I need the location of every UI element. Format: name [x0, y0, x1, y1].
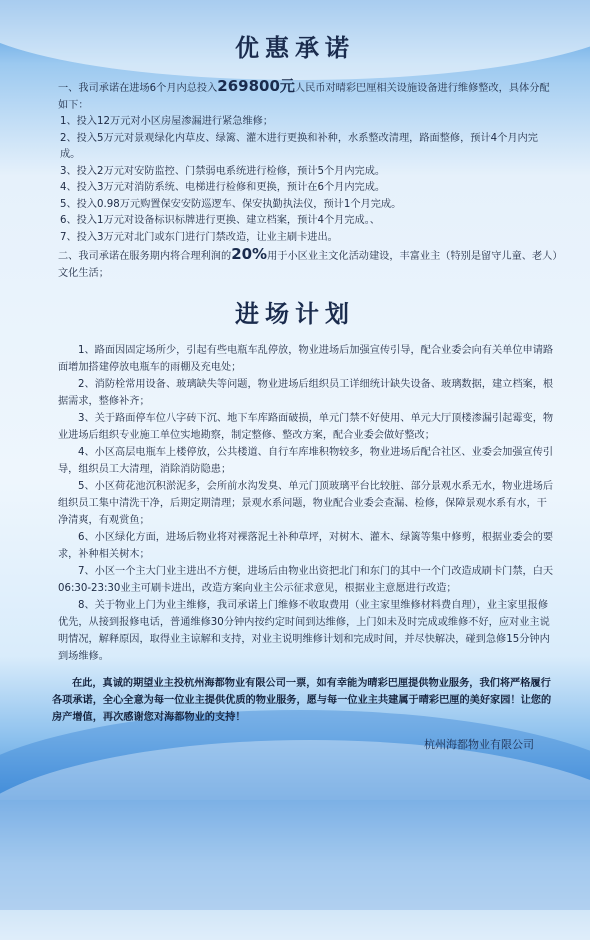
promise-2-suffix: 用于小区业主文化活动建设，丰富业主（特别是留守儿童、老人）文化生活；	[58, 251, 558, 279]
promise-1-suffix: 人民币对晴彩巴厘相关设施设备进行维修整改，具体分配如下：	[58, 83, 550, 111]
promise-1-amount: 269800元	[217, 77, 295, 95]
plan-item: 4、小区高层电瓶车上楼停放，公共楼道、自行车库堆积物较多，物业进场后配合社区、业委会加强宣传引导，组织员工大清理，消除消防隐患；	[58, 447, 554, 475]
plan-item: 7、小区一个主大门业主进出不方便，进场后由物业出资把北门和东门的其中一个门改造成刷卡门禁，白天06:30-23:30业主可刷卡进出，改造方案向业主公示征求意见，根据业主意愿进行改造；	[58, 566, 554, 594]
promise-2	[58, 246, 558, 282]
promise-item: 5、投入0.98万元购置保安安防巡逻车、保安执勤执法仪，预计1个月完成。	[60, 198, 402, 210]
closing-statement: 在此，真诚的期望业主投杭州海都物业有限公司一票，如有幸能为晴彩巴厘提供物业服务，我们将严格履行各项承诺，全心全意为每一位业主提供优质的物业服务，愿与每一位业主共建属于晴彩巴厘的美好家园！让您的房产增值，再次感谢您对海都物业的支持！	[52, 678, 552, 723]
plan-item: 2、消防栓常用设备、玻璃缺失等问题，物业进场后组织员工详细统计缺失设备、玻璃数据，建立档案，根据需求，整修补齐；	[58, 379, 554, 407]
promise-2-percent: 20%	[231, 245, 268, 263]
plan-item: 5、小区荷花池沉积淤泥多，会所前水沟发臭、单元门顶玻璃平台比较脏、部分景观水系无水，物业进场后组织员工集中清洗干净，后期定期清理；景观水系问题，物业配合业委会查漏、检修，保障景观水系有水，干净清爽，有观赏鱼；	[58, 481, 554, 526]
promise-item: 7、投入3万元对北门或东门进行门禁改造，让业主刷卡进出。	[60, 231, 338, 243]
plan-item: 1、路面因固定场所少，引起有些电瓶车乱停放，物业进场后加强宣传引导，配合业委会向有关单位申请路面增加搭建停放电瓶车的雨棚及充电处；	[58, 345, 554, 373]
promise-title: 优惠承诺	[235, 34, 355, 62]
promise-1-prefix: 一、我司承诺在进场6个月内总投入	[58, 83, 218, 94]
plan-item: 8、关于物业上门为业主维修，我司承诺上门维修不收取费用（业主家里维修材料费自理），业主家里报修优先，从接到报修电话，普通维修30分钟内按约定时间到达维修，上门如未及时完成或维修不好，应对业主说明情况，解释原因，取得业主谅解和支持，对业主说明维修计划和完成时间，并尽快解决，碰到急修15分钟内到场维修。	[58, 600, 550, 662]
plan-title: 进场计划	[235, 300, 355, 328]
promise-2-prefix: 二、我司承诺在服务期内将合理利润的	[58, 251, 232, 262]
promise-item: 2、投入5万元对景观绿化内草皮、绿篱、灌木进行更换和补种，水系整改清理，路面整修，预计4个月内完成。	[60, 132, 538, 160]
plan-item: 6、小区绿化方面，进场后物业将对裸落泥土补种草坪，对树木、灌木、绿篱等集中修剪，根据业委会的要求，补种相关树木；	[58, 532, 554, 560]
company-signature: 杭州海都物业有限公司	[424, 738, 534, 751]
promise-item: 3、投入2万元对安防监控、门禁弱电系统进行检修，预计5个月内完成。	[60, 165, 386, 177]
plan-item: 3、关于路面停车位八字砖下沉、地下车库路面破损，单元门禁不好使用、单元大厅顶楼渗漏引起霉变，物业进场后组织专业施工单位实地勘察，制定整修、整改方案，配合业委会做好整改；	[58, 413, 554, 441]
promise-item: 1、投入12万元对小区房屋渗漏进行紧急维修；	[60, 116, 274, 127]
promise-1	[58, 78, 558, 114]
promise-item: 4、投入3万元对消防系统、电梯进行检修和更换，预计在6个月内完成。	[60, 182, 386, 193]
promise-item: 6、投入1万元对设备标识标牌进行更换、建立档案，预计4个月完成。、	[60, 215, 380, 226]
